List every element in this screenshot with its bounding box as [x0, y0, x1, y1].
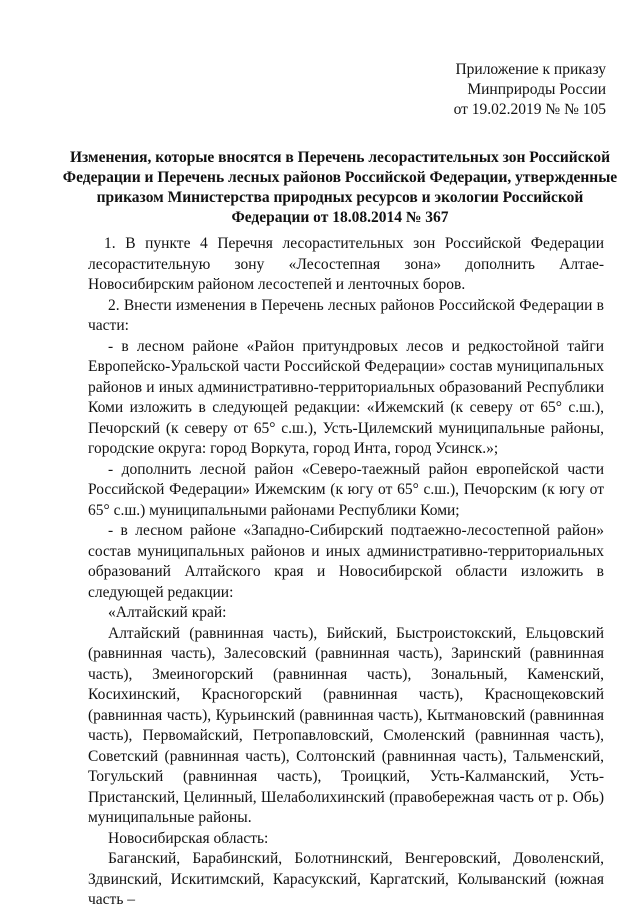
paragraph-5: - в лесном районе «Западно-Сибирский подтаежно-лесостепной район» состав муниципальных районов и иных административно-территориальных образований Алтайского края и Новосибирской области изложить в следующей редакции:: [88, 522, 604, 601]
paragraph-9: Баганский, Барабинский, Болотнинский, Венгеровский, Доволенский, Здвинский, Искитимский, Карасукский, Каргатский, Колыванский (южная часть –: [88, 850, 604, 908]
header-line-1: Приложение к приказу: [455, 61, 606, 78]
paragraph-8: Новосибирская область:: [108, 829, 269, 847]
paragraph-1: 1. В пункте 4 Перечня лесорастительных зон Российской Федерации лесорастительную зону «Лесостепная зона» дополнить Алтае-Новосибирским районом лесостепей и ленточных боров.: [88, 235, 604, 293]
paragraph-4: - дополнить лесной район «Северо-таежный район европейской части Российской Федерации» Ижемским (к югу от 65° с.ш.), Печорским (к югу от 65° с.ш.) муниципальными районами Республики Коми;: [88, 460, 604, 519]
paragraph-6: «Алтайский край:: [108, 604, 227, 621]
document-title: Изменения, которые вносятся в Перечень лесорастительных зон Российской Федерации и Перечень лесных районов Российской Федерации, утвержденные приказом Министерства природных ресурсов и экологии Российской Федерации от 18.08.2014 № 367: [62, 149, 618, 226]
appendix-header: [454, 60, 606, 120]
paragraph-3: - в лесном районе «Район притундровых лесов и редкостойной тайги Европейско-Уральской части Российской Федерации» состав муниципальных районов и иных административно-территориальных образований Республики Коми изложить в следующей редакции: «Ижемский (к северу от 65° с.ш.), Печорский (к северу от 65° с.ш.), Усть-Цилемский муниципальные районы, городские округа: город Воркута, город Инта, город Усинск.»;: [88, 337, 604, 457]
paragraph-2: 2. Внести изменения в Перечень лесных районов Российской Федерации в части:: [88, 296, 604, 334]
paragraph-7: Алтайский (равнинная часть), Бийский, Быстроистокский, Ельцовский (равнинная часть), Залесовский (равнинная часть), Заринский (равнинная часть), Змеиногорский (равнинная часть), Зональный, Каменский, Косихинский, Красногорский (равнинная часть), Краснощековский (равнинная часть), Курьинский (равнинная часть), Кытмановский (равнинная часть), Первомайский, Петропавловский, Смоленский (равнинная часть), Советский (равнинная часть), Солтонский (равнинная часть), Тальменский, Тогульский (равнинная часть), Троицкий, Усть-Калманский, Усть-Пристанский, Целинный, Шелаболихинский (правобережная часть от р. Обь) муниципальные районы.: [88, 624, 604, 826]
document-body: [88, 234, 604, 911]
header-line-2: Минприроды России: [467, 81, 606, 98]
header-line-3: от 19.02.2019 № № 105: [453, 101, 606, 118]
